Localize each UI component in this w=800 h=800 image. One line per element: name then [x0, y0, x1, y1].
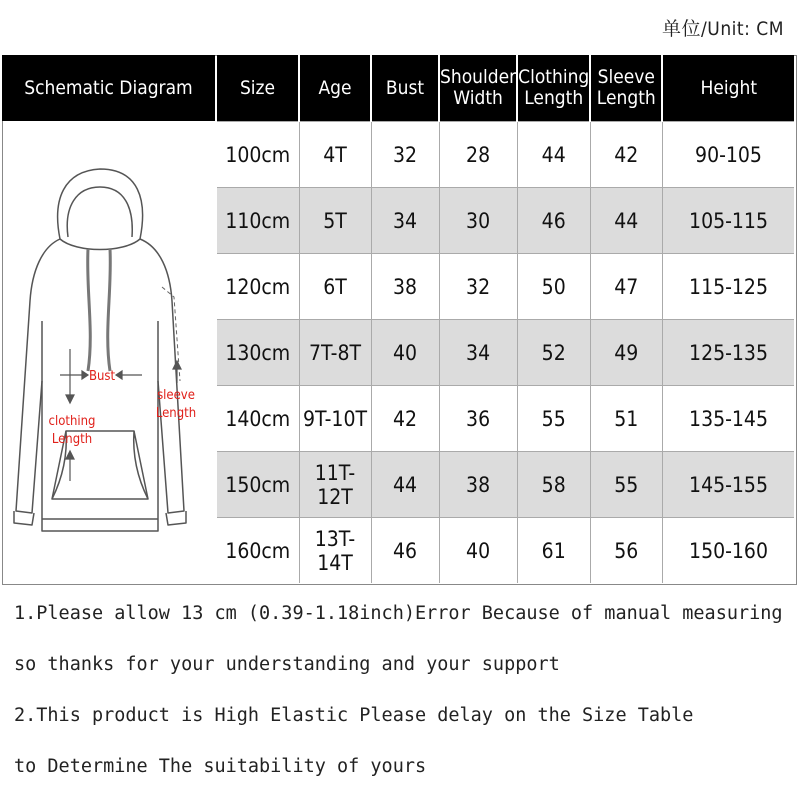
- table-row: [217, 386, 794, 452]
- header-bust-text: Bust: [385, 76, 425, 99]
- cell-height: 125-135: [662, 320, 794, 386]
- note-line: 1.Please allow 13 cm (0.39-1.18inch)Error Because of manual measuring: [14, 603, 783, 624]
- cell-sleeve: 47: [590, 254, 662, 320]
- table-row: [217, 518, 794, 584]
- header-size: [217, 55, 299, 122]
- table-row: [217, 254, 794, 320]
- cell-clothing: 61: [517, 518, 590, 584]
- cell-sleeve: 44: [590, 188, 662, 254]
- cell-age: 13T-14T: [299, 518, 371, 584]
- cell-bust: 40: [371, 320, 439, 386]
- cell-size: 150cm: [217, 452, 299, 518]
- cell-height: 150-160: [662, 518, 794, 584]
- hoodie-icon: [2, 121, 215, 581]
- cell-bust: 32: [371, 122, 439, 188]
- cell-size: 120cm: [217, 254, 299, 320]
- header-clothing-line1: Clothing: [518, 66, 590, 88]
- header-shoulder-line1: Shoulder: [440, 66, 517, 88]
- cell-shoulder: 30: [439, 188, 517, 254]
- cell-age: 5T: [299, 188, 371, 254]
- cell-size: 110cm: [217, 188, 299, 254]
- table-row: [217, 320, 794, 386]
- header-height: [662, 55, 794, 122]
- cell-age: 6T: [299, 254, 371, 320]
- cell-sleeve: 56: [590, 518, 662, 584]
- cell-sleeve: 42: [590, 122, 662, 188]
- cell-size: 100cm: [217, 122, 299, 188]
- cell-clothing: 50: [517, 254, 590, 320]
- notes-section: [14, 595, 783, 799]
- header-age: [299, 55, 371, 122]
- header-shoulder-line2: Width: [453, 87, 503, 109]
- table-row: [217, 188, 794, 254]
- cell-clothing: 44: [517, 122, 590, 188]
- header-clothing-line2: Length: [524, 87, 584, 109]
- hoodie-diagram: [2, 121, 215, 581]
- note-line: to Determine The suitability of yours: [14, 756, 427, 777]
- cell-size: 130cm: [217, 320, 299, 386]
- table-row: [217, 452, 794, 518]
- note-line: 2.This product is High Elastic Please delay on the Size Table: [14, 705, 694, 726]
- cell-height: 90-105: [662, 122, 794, 188]
- table-header-row: [217, 55, 794, 122]
- header-sleeve-line1: Sleeve: [597, 66, 655, 88]
- cell-shoulder: 36: [439, 386, 517, 452]
- header-shoulder-width: [439, 55, 517, 122]
- table-row: [217, 122, 794, 188]
- cell-age: 4T: [299, 122, 371, 188]
- clothing-label-line2: Length: [51, 432, 93, 447]
- clothing-label-line1: clothing: [48, 414, 96, 429]
- header-clothing-length: [517, 55, 590, 122]
- cell-age: 11T-12T: [299, 452, 371, 518]
- cell-size: 140cm: [217, 386, 299, 452]
- cell-clothing: 52: [517, 320, 590, 386]
- header-sleeve-length: [590, 55, 662, 122]
- header-age-text: Age: [318, 76, 352, 99]
- cell-bust: 46: [371, 518, 439, 584]
- cell-bust: 42: [371, 386, 439, 452]
- cell-shoulder: 28: [439, 122, 517, 188]
- header-height-text: Height: [700, 76, 758, 99]
- cell-bust: 38: [371, 254, 439, 320]
- cell-height: 135-145: [662, 386, 794, 452]
- cell-clothing: 46: [517, 188, 590, 254]
- schematic-diagram-header: Schematic Diagram: [2, 55, 215, 121]
- bust-label: Bust: [88, 369, 116, 384]
- note-line: so thanks for your understanding and your support: [14, 654, 560, 675]
- cell-sleeve: 51: [590, 386, 662, 452]
- cell-shoulder: 34: [439, 320, 517, 386]
- header-bust: [371, 55, 439, 122]
- size-table: [217, 55, 794, 583]
- cell-shoulder: 32: [439, 254, 517, 320]
- cell-shoulder: 40: [439, 518, 517, 584]
- header-size-text: Size: [239, 76, 276, 99]
- unit-label: 单位/Unit: CM: [662, 18, 784, 40]
- cell-clothing: 58: [517, 452, 590, 518]
- cell-clothing: 55: [517, 386, 590, 452]
- sleeve-label-line1: sleeve: [157, 388, 195, 403]
- sleeve-label-line2: Length: [155, 406, 197, 421]
- cell-sleeve: 55: [590, 452, 662, 518]
- header-sleeve-line2: Length: [596, 87, 656, 109]
- cell-height: 145-155: [662, 452, 794, 518]
- cell-sleeve: 49: [590, 320, 662, 386]
- cell-age: 9T-10T: [299, 386, 371, 452]
- cell-height: 115-125: [662, 254, 794, 320]
- cell-shoulder: 38: [439, 452, 517, 518]
- cell-bust: 34: [371, 188, 439, 254]
- cell-height: 105-115: [662, 188, 794, 254]
- cell-size: 160cm: [217, 518, 299, 584]
- cell-bust: 44: [371, 452, 439, 518]
- cell-age: 7T-8T: [299, 320, 371, 386]
